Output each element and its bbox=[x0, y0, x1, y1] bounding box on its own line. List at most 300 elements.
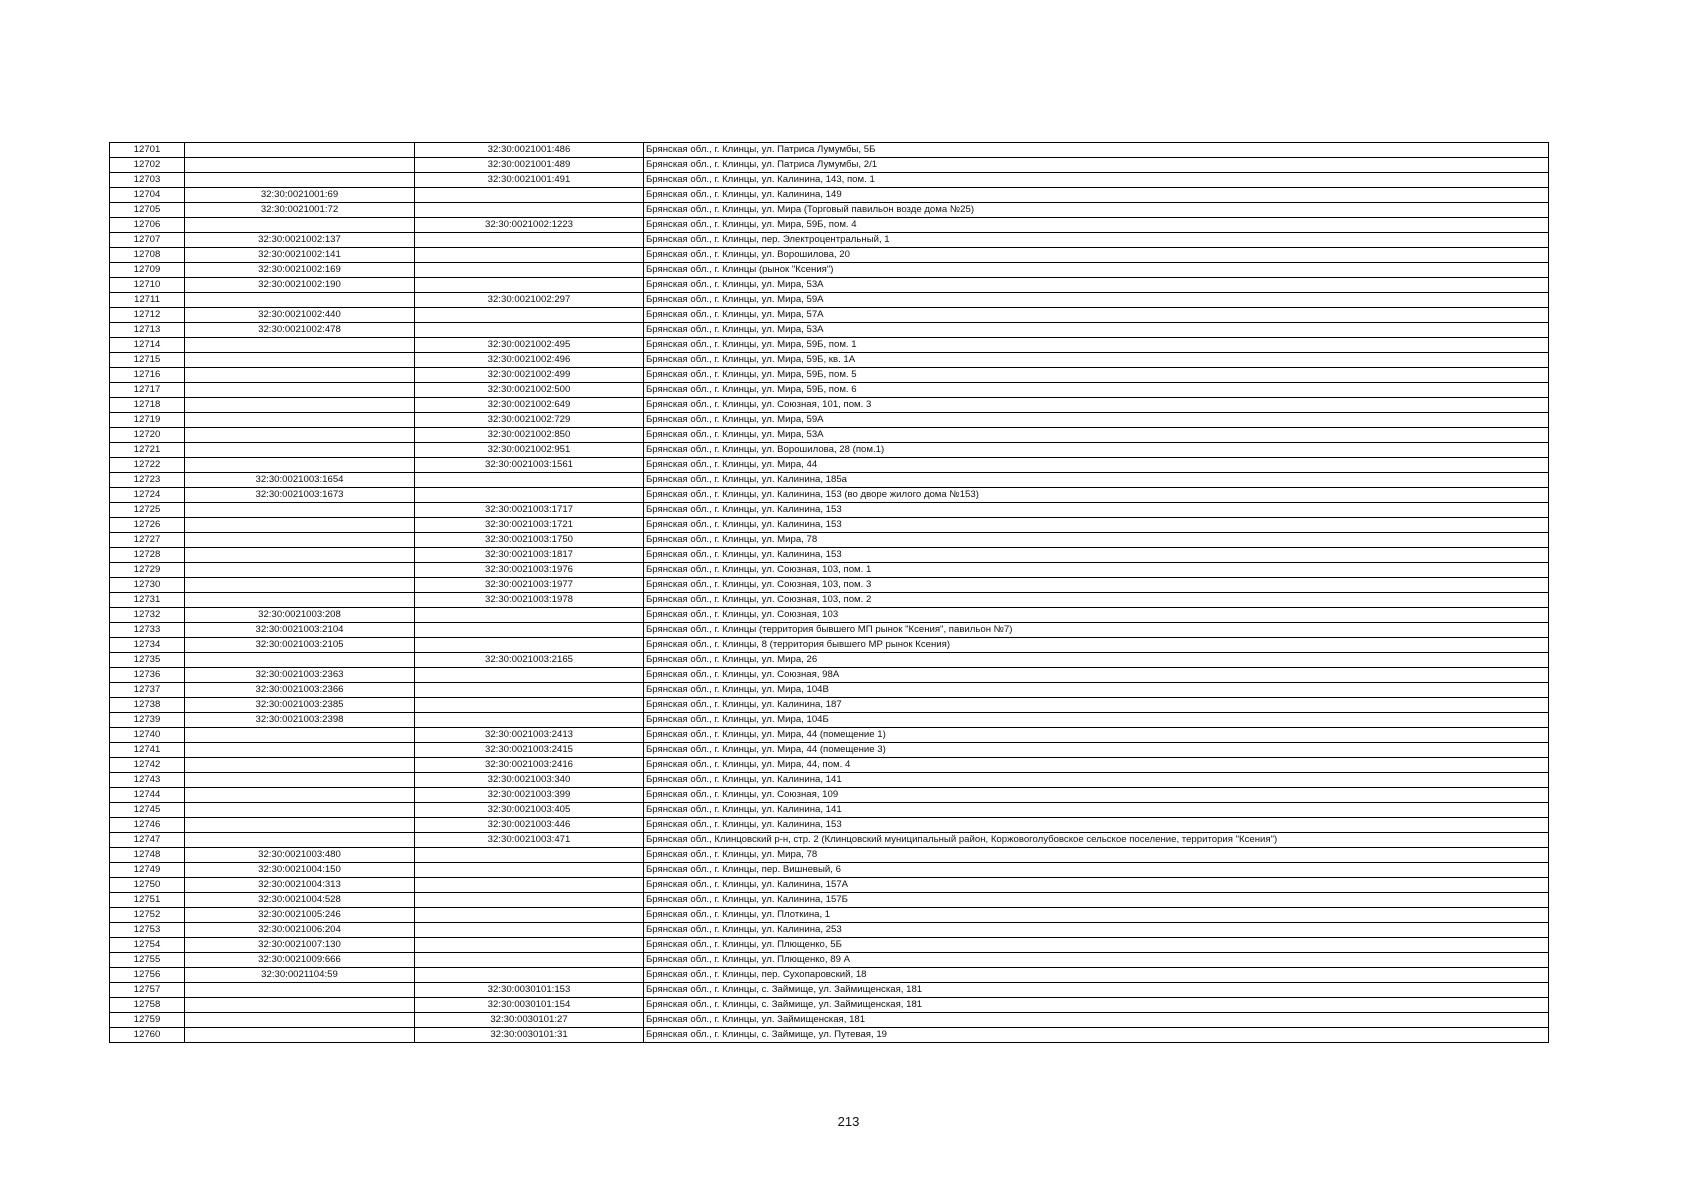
table-row bbox=[110, 983, 1549, 998]
cadastral-number-cell-2 bbox=[415, 968, 644, 983]
cadastral-number-cell-1: 32:30:0021004:528 bbox=[185, 893, 415, 908]
table-row bbox=[110, 533, 1549, 548]
cadastral-number-cell-2: 32:30:0021002:500 bbox=[415, 383, 644, 398]
cadastral-number-cell-2: 32:30:0021002:850 bbox=[415, 428, 644, 443]
address-cell: Брянская обл., г. Клинцы, ул. Мира, 53А bbox=[644, 278, 1549, 293]
row-number-cell: 12746 bbox=[110, 818, 185, 833]
row-number-cell: 12744 bbox=[110, 788, 185, 803]
row-number-cell: 12727 bbox=[110, 533, 185, 548]
cadastral-number-cell-1 bbox=[185, 1028, 415, 1043]
cadastral-number-cell-1 bbox=[185, 293, 415, 308]
cadastral-number-cell-1 bbox=[185, 653, 415, 668]
row-number-cell: 12702 bbox=[110, 158, 185, 173]
cadastral-number-cell-1 bbox=[185, 383, 415, 398]
table-row bbox=[110, 923, 1549, 938]
address-cell: Брянская обл., г. Клинцы, ул. Калинина, 153 bbox=[644, 503, 1549, 518]
cadastral-number-cell-1: 32:30:0021001:69 bbox=[185, 188, 415, 203]
address-cell: Брянская обл., г. Клинцы, ул. Союзная, 98А bbox=[644, 668, 1549, 683]
table-row bbox=[110, 938, 1549, 953]
table-row bbox=[110, 1028, 1549, 1043]
row-number-cell: 12760 bbox=[110, 1028, 185, 1043]
address-cell: Брянская обл., г. Клинцы, ул. Мира, 57А bbox=[644, 308, 1549, 323]
cadastral-number-cell-2: 32:30:0021002:499 bbox=[415, 368, 644, 383]
cadastral-number-cell-1: 32:30:0021002:190 bbox=[185, 278, 415, 293]
page-number: 213 bbox=[837, 1114, 860, 1129]
address-cell: Брянская обл., г. Клинцы, ул. Калинина, 153 (во дворе жилого дома №153) bbox=[644, 488, 1549, 503]
cadastral-number-cell-1: 32:30:0021003:2385 bbox=[185, 698, 415, 713]
row-number-cell: 12707 bbox=[110, 233, 185, 248]
cadastral-number-cell-1: 32:30:0021002:440 bbox=[185, 308, 415, 323]
table-row bbox=[110, 203, 1549, 218]
row-number-cell: 12713 bbox=[110, 323, 185, 338]
table-row bbox=[110, 773, 1549, 788]
row-number-cell: 12738 bbox=[110, 698, 185, 713]
table-row bbox=[110, 683, 1549, 698]
cadastral-number-cell-1: 32:30:0021003:2398 bbox=[185, 713, 415, 728]
cadastral-number-cell-1: 32:30:0021006:204 bbox=[185, 923, 415, 938]
cadastral-number-cell-2 bbox=[415, 608, 644, 623]
address-cell: Брянская обл., г. Клинцы, ул. Союзная, 109 bbox=[644, 788, 1549, 803]
address-cell: Брянская обл., г. Клинцы, с. Займище, ул. Путевая, 19 bbox=[644, 1028, 1549, 1043]
cadastral-number-cell-1: 32:30:0021002:137 bbox=[185, 233, 415, 248]
row-number-cell: 12749 bbox=[110, 863, 185, 878]
cadastral-number-cell-2 bbox=[415, 863, 644, 878]
table-row bbox=[110, 248, 1549, 263]
row-number-cell: 12726 bbox=[110, 518, 185, 533]
cadastral-number-cell-2: 32:30:0021003:2413 bbox=[415, 728, 644, 743]
table-row bbox=[110, 353, 1549, 368]
table-row bbox=[110, 323, 1549, 338]
row-number-cell: 12756 bbox=[110, 968, 185, 983]
row-number-cell: 12748 bbox=[110, 848, 185, 863]
address-cell: Брянская обл., г. Клинцы, ул. Патриса Лумумбы, 5Б bbox=[644, 143, 1549, 158]
row-number-cell: 12725 bbox=[110, 503, 185, 518]
table-row bbox=[110, 368, 1549, 383]
cadastral-number-cell-1 bbox=[185, 173, 415, 188]
cadastral-number-cell-1 bbox=[185, 593, 415, 608]
row-number-cell: 12709 bbox=[110, 263, 185, 278]
address-cell: Брянская обл., г. Клинцы, ул. Мира, 59Б, пом. 4 bbox=[644, 218, 1549, 233]
address-cell: Брянская обл., г. Клинцы, ул. Мира, 78 bbox=[644, 533, 1549, 548]
address-cell: Брянская обл., г. Клинцы, ул. Мира, 104В bbox=[644, 683, 1549, 698]
address-cell: Брянская обл., г. Клинцы, ул. Союзная, 103, пом. 3 bbox=[644, 578, 1549, 593]
address-cell: Брянская обл., г. Клинцы, ул. Мира, 26 bbox=[644, 653, 1549, 668]
cadastral-number-cell-2 bbox=[415, 638, 644, 653]
address-cell: Брянская обл., г. Клинцы, ул. Патриса Лумумбы, 2/1 bbox=[644, 158, 1549, 173]
cadastral-number-cell-2 bbox=[415, 683, 644, 698]
cadastral-number-cell-2: 32:30:0021003:1750 bbox=[415, 533, 644, 548]
row-number-cell: 12703 bbox=[110, 173, 185, 188]
address-cell: Брянская обл., г. Клинцы, ул. Союзная, 103 bbox=[644, 608, 1549, 623]
cadastral-number-cell-2: 32:30:0030101:154 bbox=[415, 998, 644, 1013]
cadastral-number-cell-1: 32:30:0021002:141 bbox=[185, 248, 415, 263]
address-cell: Брянская обл., г. Клинцы, ул. Мира (Торговый павильон возде дома №25) bbox=[644, 203, 1549, 218]
cadastral-number-cell-2: 32:30:0021001:486 bbox=[415, 143, 644, 158]
cadastral-number-cell-1: 32:30:0021004:313 bbox=[185, 878, 415, 893]
cadastral-number-cell-2: 32:30:0021003:1978 bbox=[415, 593, 644, 608]
table-row bbox=[110, 428, 1549, 443]
cadastral-number-cell-1: 32:30:0021104:59 bbox=[185, 968, 415, 983]
row-number-cell: 12759 bbox=[110, 1013, 185, 1028]
cadastral-number-cell-2: 32:30:0030101:27 bbox=[415, 1013, 644, 1028]
address-cell: Брянская обл., г. Клинцы, ул. Союзная, 103, пом. 2 bbox=[644, 593, 1549, 608]
cadastral-number-cell-1: 32:30:0021003:2363 bbox=[185, 668, 415, 683]
cadastral-number-cell-2 bbox=[415, 308, 644, 323]
address-cell: Брянская обл., г. Клинцы, с. Займище, ул. Займищенская, 181 bbox=[644, 998, 1549, 1013]
table-row bbox=[110, 698, 1549, 713]
address-cell: Брянская обл., г. Клинцы, пер. Электроцентральный, 1 bbox=[644, 233, 1549, 248]
address-cell: Брянская обл., г. Клинцы, ул. Калинина, 153 bbox=[644, 548, 1549, 563]
address-cell: Брянская обл., г. Клинцы, ул. Мира, 53А bbox=[644, 428, 1549, 443]
table-row bbox=[110, 398, 1549, 413]
address-cell: Брянская обл., г. Клинцы, ул. Калинина, 153 bbox=[644, 518, 1549, 533]
cadastral-number-cell-2: 32:30:0021003:1977 bbox=[415, 578, 644, 593]
cadastral-number-cell-2: 32:30:0030101:31 bbox=[415, 1028, 644, 1043]
register-table-body bbox=[110, 143, 1549, 1043]
table-row bbox=[110, 413, 1549, 428]
row-number-cell: 12739 bbox=[110, 713, 185, 728]
cadastral-number-cell-2: 32:30:0021002:649 bbox=[415, 398, 644, 413]
cadastral-number-cell-2: 32:30:0021002:1223 bbox=[415, 218, 644, 233]
row-number-cell: 12758 bbox=[110, 998, 185, 1013]
address-cell: Брянская обл., г. Клинцы, ул. Плоткина, 1 bbox=[644, 908, 1549, 923]
table-row bbox=[110, 863, 1549, 878]
cadastral-number-cell-2 bbox=[415, 713, 644, 728]
cadastral-number-cell-2: 32:30:0021002:297 bbox=[415, 293, 644, 308]
row-number-cell: 12710 bbox=[110, 278, 185, 293]
cadastral-number-cell-2 bbox=[415, 488, 644, 503]
cadastral-number-cell-1: 32:30:0021003:208 bbox=[185, 608, 415, 623]
cadastral-number-cell-1: 32:30:0021002:169 bbox=[185, 263, 415, 278]
cadastral-number-cell-1 bbox=[185, 143, 415, 158]
cadastral-number-cell-1 bbox=[185, 818, 415, 833]
cadastral-number-cell-2 bbox=[415, 938, 644, 953]
address-cell: Брянская обл., г. Клинцы, 8 (территория бывшего МР рынок Ксения) bbox=[644, 638, 1549, 653]
cadastral-number-cell-1 bbox=[185, 503, 415, 518]
row-number-cell: 12741 bbox=[110, 743, 185, 758]
row-number-cell: 12751 bbox=[110, 893, 185, 908]
cadastral-number-cell-2 bbox=[415, 908, 644, 923]
cadastral-number-cell-1 bbox=[185, 413, 415, 428]
address-cell: Брянская обл., г. Клинцы, ул. Калинина, 185а bbox=[644, 473, 1549, 488]
cadastral-number-cell-2 bbox=[415, 188, 644, 203]
cadastral-number-cell-2: 32:30:0021003:405 bbox=[415, 803, 644, 818]
cadastral-number-cell-1: 32:30:0021003:2104 bbox=[185, 623, 415, 638]
row-number-cell: 12757 bbox=[110, 983, 185, 998]
cadastral-number-cell-2 bbox=[415, 698, 644, 713]
row-number-cell: 12721 bbox=[110, 443, 185, 458]
cadastral-number-cell-1: 32:30:0021003:1673 bbox=[185, 488, 415, 503]
table-row bbox=[110, 713, 1549, 728]
cadastral-number-cell-2 bbox=[415, 668, 644, 683]
cadastral-number-cell-1 bbox=[185, 578, 415, 593]
address-cell: Брянская обл., г. Клинцы, ул. Союзная, 103, пом. 1 bbox=[644, 563, 1549, 578]
table-row bbox=[110, 173, 1549, 188]
row-number-cell: 12730 bbox=[110, 578, 185, 593]
cadastral-number-cell-2 bbox=[415, 623, 644, 638]
cadastral-number-cell-2: 32:30:0030101:153 bbox=[415, 983, 644, 998]
row-number-cell: 12728 bbox=[110, 548, 185, 563]
cadastral-number-cell-1 bbox=[185, 368, 415, 383]
table-row bbox=[110, 443, 1549, 458]
cadastral-number-cell-2: 32:30:0021003:1721 bbox=[415, 518, 644, 533]
cadastral-number-cell-2: 32:30:0021003:340 bbox=[415, 773, 644, 788]
cadastral-number-cell-1: 32:30:0021004:150 bbox=[185, 863, 415, 878]
cadastral-number-cell-2: 32:30:0021003:2415 bbox=[415, 743, 644, 758]
address-cell: Брянская обл., г. Клинцы, ул. Мира, 59Б, кв. 1А bbox=[644, 353, 1549, 368]
table-row bbox=[110, 803, 1549, 818]
address-cell: Брянская обл., г. Клинцы, ул. Калинина, 149 bbox=[644, 188, 1549, 203]
address-cell: Брянская обл., г. Клинцы, ул. Калинина, 253 bbox=[644, 923, 1549, 938]
table-row bbox=[110, 548, 1549, 563]
row-number-cell: 12722 bbox=[110, 458, 185, 473]
cadastral-number-cell-2: 32:30:0021003:1717 bbox=[415, 503, 644, 518]
row-number-cell: 12753 bbox=[110, 923, 185, 938]
cadastral-number-cell-1 bbox=[185, 998, 415, 1013]
cadastral-number-cell-2: 32:30:0021003:471 bbox=[415, 833, 644, 848]
cadastral-number-cell-1 bbox=[185, 533, 415, 548]
row-number-cell: 12735 bbox=[110, 653, 185, 668]
address-cell: Брянская обл., г. Клинцы, ул. Плющенко, 5Б bbox=[644, 938, 1549, 953]
cadastral-number-cell-2: 32:30:0021002:495 bbox=[415, 338, 644, 353]
cadastral-number-cell-1 bbox=[185, 353, 415, 368]
cadastral-number-cell-1: 32:30:0021003:1654 bbox=[185, 473, 415, 488]
address-cell: Брянская обл., г. Клинцы, ул. Калинина, 143, пом. 1 bbox=[644, 173, 1549, 188]
row-number-cell: 12712 bbox=[110, 308, 185, 323]
cadastral-number-cell-1 bbox=[185, 788, 415, 803]
table-row bbox=[110, 518, 1549, 533]
address-cell: Брянская обл., г. Клинцы, ул. Калинина, 187 bbox=[644, 698, 1549, 713]
table-row bbox=[110, 653, 1549, 668]
cadastral-number-cell-2 bbox=[415, 278, 644, 293]
table-row bbox=[110, 743, 1549, 758]
row-number-cell: 12731 bbox=[110, 593, 185, 608]
row-number-cell: 12747 bbox=[110, 833, 185, 848]
table-row bbox=[110, 488, 1549, 503]
row-number-cell: 12740 bbox=[110, 728, 185, 743]
cadastral-number-cell-1 bbox=[185, 398, 415, 413]
table-row bbox=[110, 953, 1549, 968]
row-number-cell: 12708 bbox=[110, 248, 185, 263]
table-row bbox=[110, 638, 1549, 653]
cadastral-number-cell-1 bbox=[185, 773, 415, 788]
cadastral-number-cell-2: 32:30:0021003:1976 bbox=[415, 563, 644, 578]
cadastral-number-cell-1 bbox=[185, 218, 415, 233]
cadastral-number-cell-1 bbox=[185, 518, 415, 533]
row-number-cell: 12732 bbox=[110, 608, 185, 623]
table-row bbox=[110, 908, 1549, 923]
table-row bbox=[110, 593, 1549, 608]
row-number-cell: 12729 bbox=[110, 563, 185, 578]
property-register-table bbox=[109, 142, 1549, 1043]
address-cell: Брянская обл., г. Клинцы, ул. Займищенская, 181 bbox=[644, 1013, 1549, 1028]
table-row bbox=[110, 278, 1549, 293]
cadastral-number-cell-1 bbox=[185, 548, 415, 563]
address-cell: Брянская обл., г. Клинцы, ул. Калинина, 157А bbox=[644, 878, 1549, 893]
row-number-cell: 12752 bbox=[110, 908, 185, 923]
cadastral-number-cell-1: 32:30:0021003:2366 bbox=[185, 683, 415, 698]
row-number-cell: 12705 bbox=[110, 203, 185, 218]
address-cell: Брянская обл., г. Клинцы (рынок "Ксения") bbox=[644, 263, 1549, 278]
cadastral-number-cell-1 bbox=[185, 803, 415, 818]
row-number-cell: 12733 bbox=[110, 623, 185, 638]
table-row bbox=[110, 728, 1549, 743]
row-number-cell: 12718 bbox=[110, 398, 185, 413]
cadastral-number-cell-2 bbox=[415, 203, 644, 218]
row-number-cell: 12715 bbox=[110, 353, 185, 368]
table-row bbox=[110, 503, 1549, 518]
address-cell: Брянская обл., г. Клинцы, ул. Мира, 53А bbox=[644, 323, 1549, 338]
cadastral-number-cell-1: 32:30:0021003:480 bbox=[185, 848, 415, 863]
row-number-cell: 12704 bbox=[110, 188, 185, 203]
table-row bbox=[110, 1013, 1549, 1028]
table-row bbox=[110, 833, 1549, 848]
row-number-cell: 12737 bbox=[110, 683, 185, 698]
address-cell: Брянская обл., г. Клинцы, ул. Союзная, 101, пом. 3 bbox=[644, 398, 1549, 413]
address-cell: Брянская обл., Клинцовский р-н, стр. 2 (Клинцовский муниципальный район, Коржовоголубовское сельское поселение, территория "Ксения") bbox=[644, 833, 1549, 848]
cadastral-number-cell-2 bbox=[415, 848, 644, 863]
cadastral-number-cell-2: 32:30:0021003:1817 bbox=[415, 548, 644, 563]
row-number-cell: 12754 bbox=[110, 938, 185, 953]
table-row bbox=[110, 473, 1549, 488]
table-row bbox=[110, 563, 1549, 578]
cadastral-number-cell-2: 32:30:0021002:496 bbox=[415, 353, 644, 368]
cadastral-number-cell-2: 32:30:0021003:2416 bbox=[415, 758, 644, 773]
cadastral-number-cell-1 bbox=[185, 338, 415, 353]
row-number-cell: 12745 bbox=[110, 803, 185, 818]
cadastral-number-cell-2 bbox=[415, 233, 644, 248]
cadastral-number-cell-1: 32:30:0021007:130 bbox=[185, 938, 415, 953]
table-row bbox=[110, 308, 1549, 323]
cadastral-number-cell-2: 32:30:0021002:951 bbox=[415, 443, 644, 458]
address-cell: Брянская обл., г. Клинцы, ул. Мира, 44 (помещение 3) bbox=[644, 743, 1549, 758]
table-row bbox=[110, 623, 1549, 638]
table-row bbox=[110, 758, 1549, 773]
address-cell: Брянская обл., г. Клинцы, ул. Ворошилова, 20 bbox=[644, 248, 1549, 263]
address-cell: Брянская обл., г. Клинцы, ул. Мира, 59А bbox=[644, 413, 1549, 428]
cadastral-number-cell-1 bbox=[185, 728, 415, 743]
cadastral-number-cell-2 bbox=[415, 473, 644, 488]
address-cell: Брянская обл., г. Клинцы, ул. Калинина, 141 bbox=[644, 773, 1549, 788]
row-number-cell: 12720 bbox=[110, 428, 185, 443]
cadastral-number-cell-1 bbox=[185, 983, 415, 998]
address-cell: Брянская обл., г. Клинцы, ул. Мира, 44 (помещение 1) bbox=[644, 728, 1549, 743]
cadastral-number-cell-2: 32:30:0021002:729 bbox=[415, 413, 644, 428]
table-row bbox=[110, 338, 1549, 353]
cadastral-number-cell-1 bbox=[185, 458, 415, 473]
address-cell: Брянская обл., г. Клинцы, ул. Мира, 59Б, пом. 6 bbox=[644, 383, 1549, 398]
address-cell: Брянская обл., г. Клинцы, ул. Ворошилова, 28 (пом.1) bbox=[644, 443, 1549, 458]
cadastral-number-cell-1 bbox=[185, 428, 415, 443]
row-number-cell: 12716 bbox=[110, 368, 185, 383]
cadastral-number-cell-2: 32:30:0021001:491 bbox=[415, 173, 644, 188]
cadastral-number-cell-2: 32:30:0021001:489 bbox=[415, 158, 644, 173]
address-cell: Брянская обл., г. Клинцы, ул. Калинина, 153 bbox=[644, 818, 1549, 833]
row-number-cell: 12711 bbox=[110, 293, 185, 308]
address-cell: Брянская обл., г. Клинцы, ул. Мира, 78 bbox=[644, 848, 1549, 863]
address-cell: Брянская обл., г. Клинцы, ул. Мира, 44 bbox=[644, 458, 1549, 473]
table-row bbox=[110, 458, 1549, 473]
row-number-cell: 12719 bbox=[110, 413, 185, 428]
table-row bbox=[110, 848, 1549, 863]
table-row bbox=[110, 158, 1549, 173]
cadastral-number-cell-2: 32:30:0021003:2165 bbox=[415, 653, 644, 668]
cadastral-number-cell-1: 32:30:0021002:478 bbox=[185, 323, 415, 338]
row-number-cell: 12706 bbox=[110, 218, 185, 233]
cadastral-number-cell-1: 32:30:0021003:2105 bbox=[185, 638, 415, 653]
table-row bbox=[110, 263, 1549, 278]
table-row bbox=[110, 998, 1549, 1013]
row-number-cell: 12723 bbox=[110, 473, 185, 488]
cadastral-number-cell-2 bbox=[415, 953, 644, 968]
cadastral-number-cell-1 bbox=[185, 833, 415, 848]
row-number-cell: 12714 bbox=[110, 338, 185, 353]
table-row bbox=[110, 668, 1549, 683]
address-cell: Брянская обл., г. Клинцы, ул. Мира, 44, пом. 4 bbox=[644, 758, 1549, 773]
address-cell: Брянская обл., г. Клинцы, ул. Мира, 104Б bbox=[644, 713, 1549, 728]
cadastral-number-cell-2 bbox=[415, 248, 644, 263]
table-row bbox=[110, 188, 1549, 203]
cadastral-number-cell-2: 32:30:0021003:399 bbox=[415, 788, 644, 803]
cadastral-number-cell-2 bbox=[415, 923, 644, 938]
address-cell: Брянская обл., г. Клинцы, ул. Мира, 59Б, пом. 5 bbox=[644, 368, 1549, 383]
cadastral-number-cell-1 bbox=[185, 443, 415, 458]
row-number-cell: 12724 bbox=[110, 488, 185, 503]
row-number-cell: 12755 bbox=[110, 953, 185, 968]
row-number-cell: 12736 bbox=[110, 668, 185, 683]
address-cell: Брянская обл., г. Клинцы, ул. Калинина, 157Б bbox=[644, 893, 1549, 908]
row-number-cell: 12742 bbox=[110, 758, 185, 773]
cadastral-number-cell-1 bbox=[185, 758, 415, 773]
cadastral-number-cell-1 bbox=[185, 1013, 415, 1028]
cadastral-number-cell-1: 32:30:0021009:666 bbox=[185, 953, 415, 968]
address-cell: Брянская обл., г. Клинцы, пер. Вишневый, 6 bbox=[644, 863, 1549, 878]
table-row bbox=[110, 293, 1549, 308]
row-number-cell: 12750 bbox=[110, 878, 185, 893]
cadastral-number-cell-1 bbox=[185, 158, 415, 173]
address-cell: Брянская обл., г. Клинцы, ул. Калинина, 141 bbox=[644, 803, 1549, 818]
address-cell: Брянская обл., г. Клинцы, ул. Плющенко, 89 А bbox=[644, 953, 1549, 968]
table-row bbox=[110, 608, 1549, 623]
address-cell: Брянская обл., г. Клинцы, ул. Мира, 59А bbox=[644, 293, 1549, 308]
table-row bbox=[110, 578, 1549, 593]
row-number-cell: 12734 bbox=[110, 638, 185, 653]
table-row bbox=[110, 233, 1549, 248]
table-row bbox=[110, 878, 1549, 893]
cadastral-number-cell-2 bbox=[415, 878, 644, 893]
table-row bbox=[110, 143, 1549, 158]
address-cell: Брянская обл., г. Клинцы, с. Займище, ул. Займищенская, 181 bbox=[644, 983, 1549, 998]
table-row bbox=[110, 893, 1549, 908]
cadastral-number-cell-1 bbox=[185, 743, 415, 758]
address-cell: Брянская обл., г. Клинцы (территория бывшего МП рынок "Ксения", павильон №7) bbox=[644, 623, 1549, 638]
cadastral-number-cell-2 bbox=[415, 263, 644, 278]
cadastral-number-cell-1: 32:30:0021001:72 bbox=[185, 203, 415, 218]
table-row bbox=[110, 383, 1549, 398]
row-number-cell: 12701 bbox=[110, 143, 185, 158]
table-row bbox=[110, 968, 1549, 983]
table-row bbox=[110, 218, 1549, 233]
row-number-cell: 12743 bbox=[110, 773, 185, 788]
cadastral-number-cell-2 bbox=[415, 893, 644, 908]
cadastral-number-cell-2: 32:30:0021003:1561 bbox=[415, 458, 644, 473]
table-row bbox=[110, 818, 1549, 833]
row-number-cell: 12717 bbox=[110, 383, 185, 398]
cadastral-number-cell-2 bbox=[415, 323, 644, 338]
cadastral-number-cell-2: 32:30:0021003:446 bbox=[415, 818, 644, 833]
cadastral-number-cell-1 bbox=[185, 563, 415, 578]
address-cell: Брянская обл., г. Клинцы, пер. Сухопаровский, 18 bbox=[644, 968, 1549, 983]
